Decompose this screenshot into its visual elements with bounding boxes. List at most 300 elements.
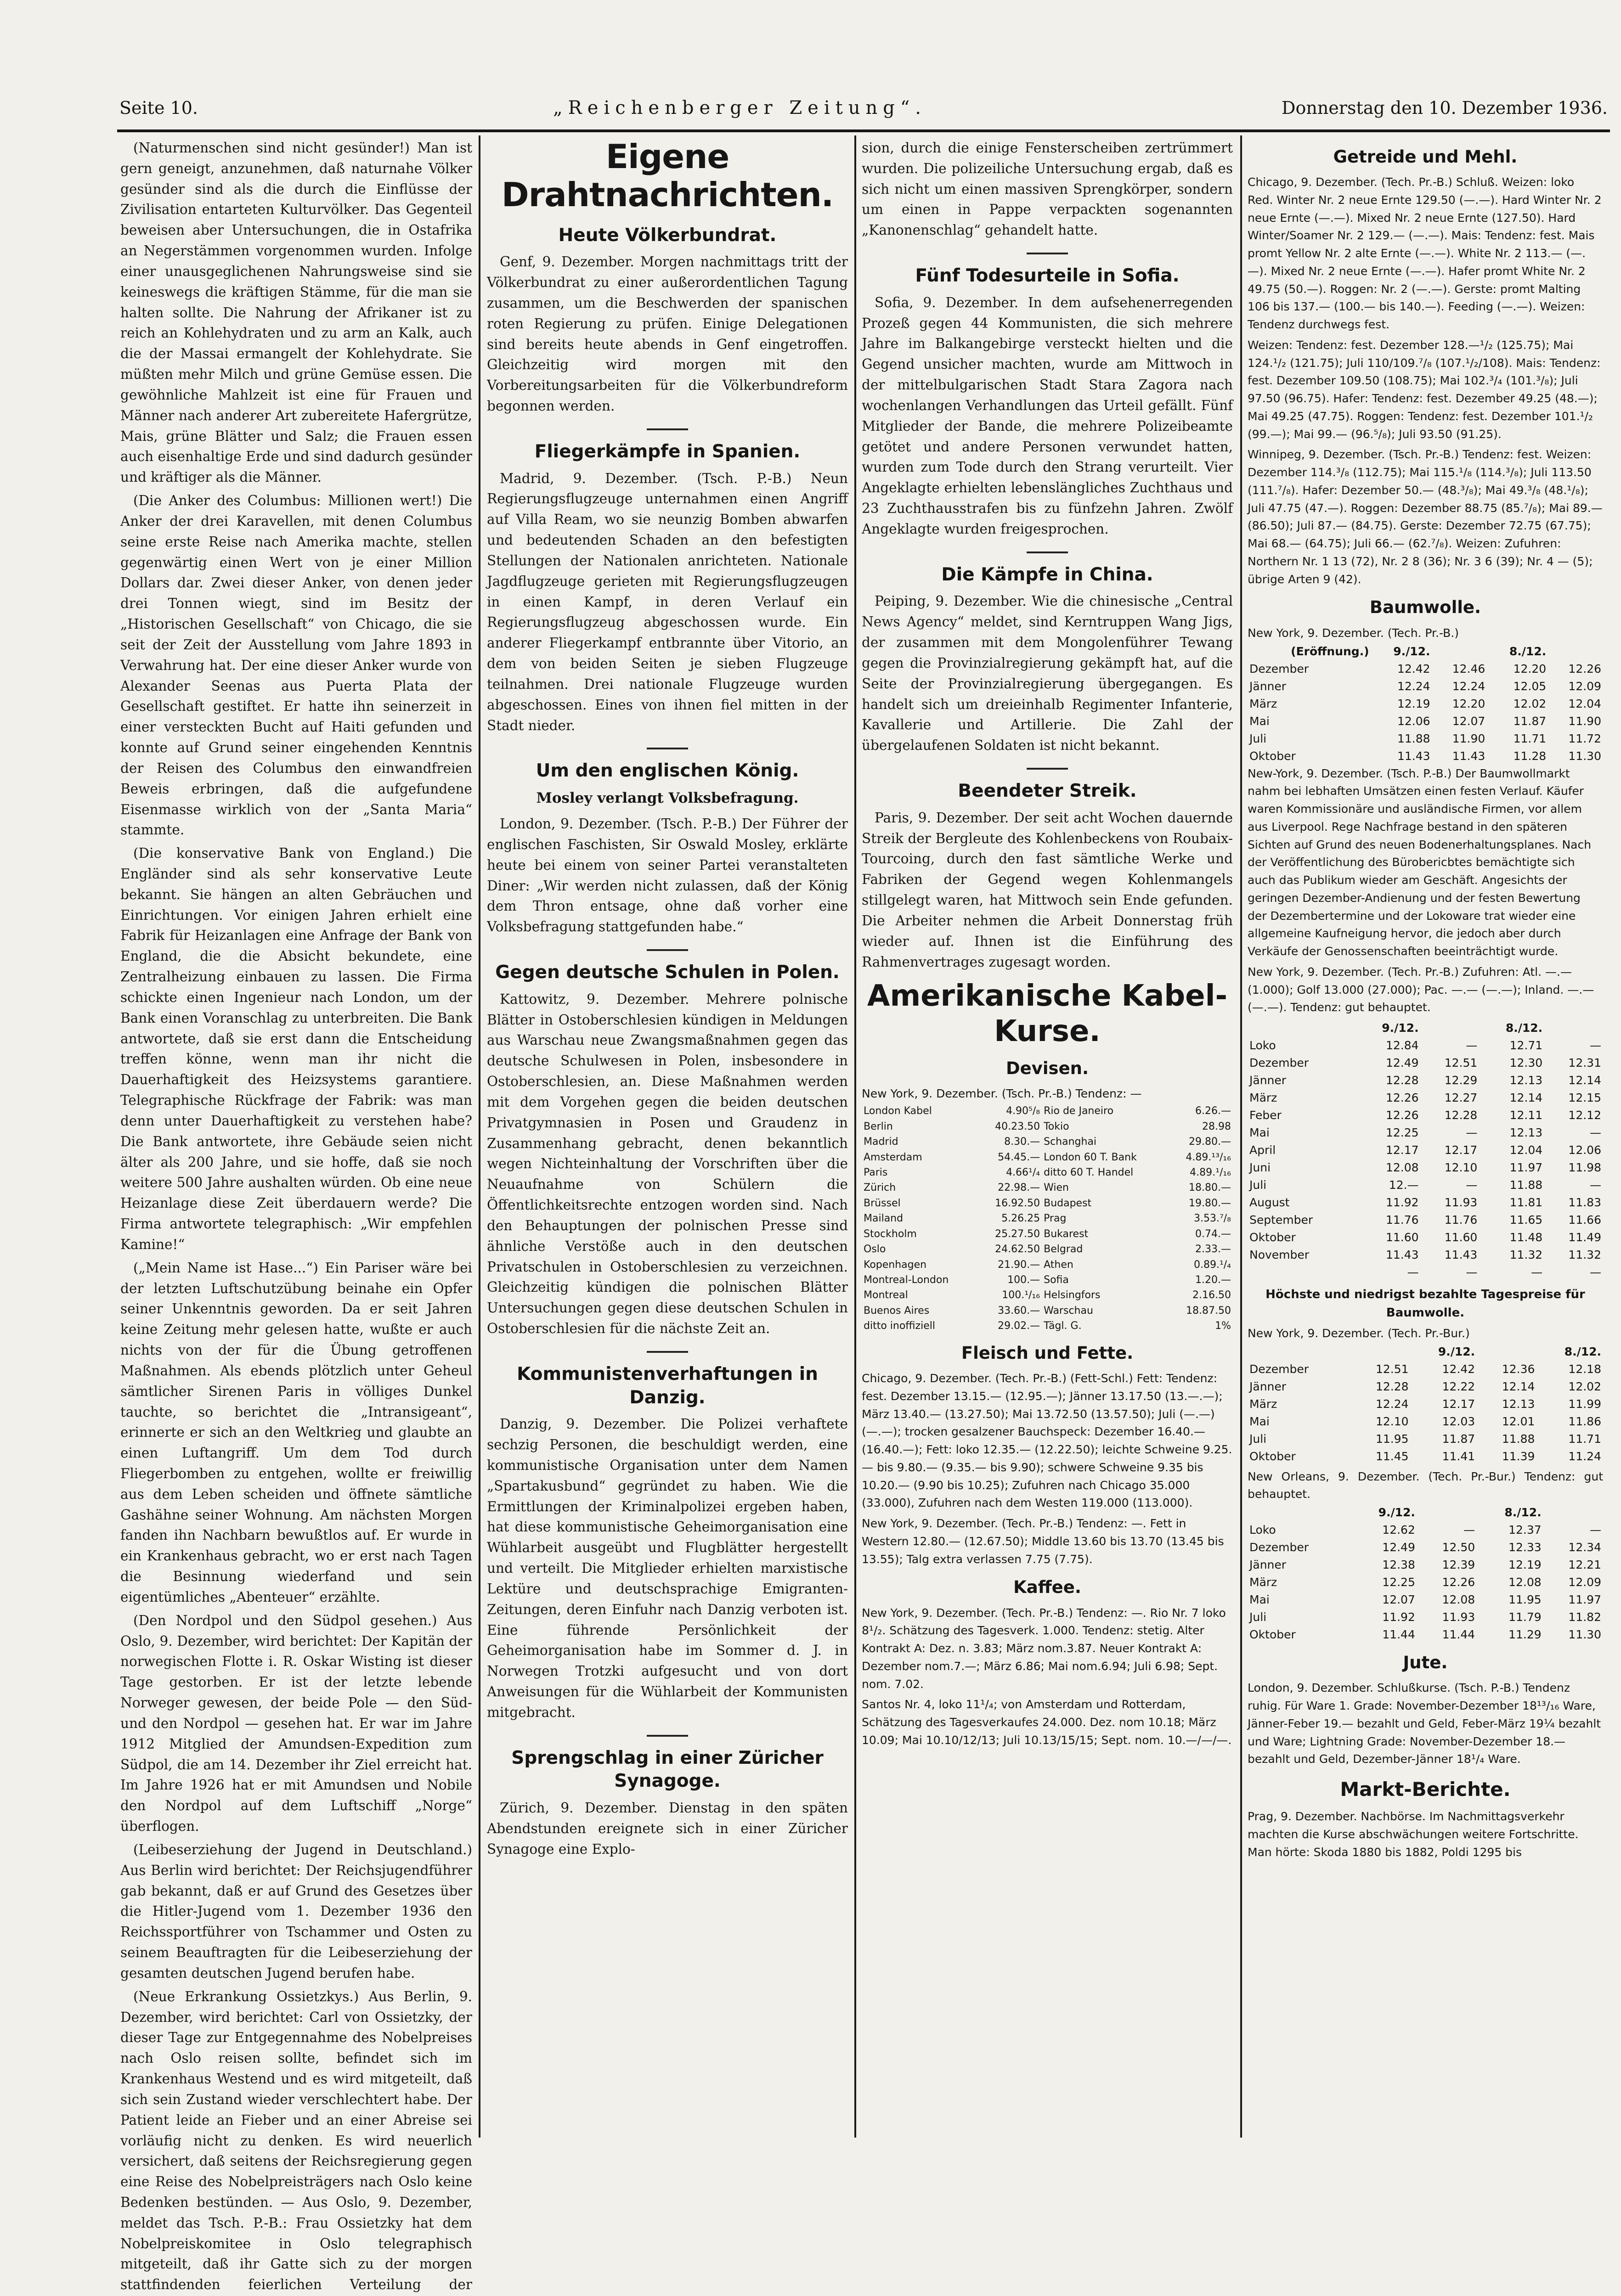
table-row xyxy=(1248,1194,1603,1211)
price-value: 12.05 xyxy=(1513,679,1547,693)
currency-value: 2.33.— xyxy=(1195,1244,1231,1255)
price-value: 11.95 xyxy=(1376,1432,1409,1446)
article-subheadline: Mosley verlangt Volksbefragung. xyxy=(536,790,799,807)
price-value: 12.12 xyxy=(1568,1109,1601,1122)
price-value: 11.76 xyxy=(1385,1213,1419,1227)
price-value: 12.19 xyxy=(1508,1558,1542,1572)
price-value: — xyxy=(1466,1126,1478,1140)
currency-label: Montreal xyxy=(864,1289,908,1301)
currency-value: 8.30.— xyxy=(1004,1136,1040,1148)
section-subheading: Höchste und niedrigst bezahlte Tagespreise für Baumwolle. xyxy=(1265,1288,1585,1320)
column-header: 8./12. xyxy=(1505,1021,1543,1035)
currency-label: Bukarest xyxy=(1044,1228,1089,1240)
price-value: 12.01 xyxy=(1502,1415,1535,1429)
price-value: 11.90 xyxy=(1568,714,1601,728)
price-value: 12.25 xyxy=(1382,1576,1415,1589)
table-row xyxy=(862,1288,1233,1303)
table-row xyxy=(1248,678,1603,695)
column-header: 9./12. xyxy=(1438,1345,1475,1359)
column-header: 9./12. xyxy=(1393,644,1430,658)
price-value: — xyxy=(1466,1039,1478,1052)
news-item: (Den Nordpol und den Südpol gesehen.) Aus Oslo, 9. Dezember, wird berichtet: Der Kapitän der norwegischen Flotte i. R. Oskar Wisting ist dieser Tage gestorben. Er ist der letzte lebende Norweger gewesen, der beide Pole — den Süd- und den Nordpol — gesehen hat. Er war im Jahre 1912 Mitglied der Amundsen-Expedition zum Südpol, die am 14. Dezember ihr Ziel erreicht hat. Im Jahre 1926 hat er mit Amundsen und Nobile den Nordpol auf dem Luftschiff „Norge“ überflogen. xyxy=(120,1612,472,1835)
currency-value: 29.80.— xyxy=(1189,1136,1231,1148)
price-value: 12.51 xyxy=(1444,1056,1478,1070)
price-value: 12.39 xyxy=(1442,1558,1475,1572)
price-value: 11.48 xyxy=(1509,1231,1543,1244)
table-row xyxy=(1248,1037,1603,1054)
price-value: 12.27 xyxy=(1444,1091,1478,1105)
table-row xyxy=(1248,1142,1603,1159)
table-row xyxy=(1248,713,1603,730)
separator xyxy=(647,428,688,430)
news-item: (Neue Erkrankung Ossietzkys.) Aus Berlin, 9. Dezember, wird berichtet: Carl von Ossietzky, der dieser Tage zur Entgegennahme des Nobelpreises nach Oslo reisen sollte, befindet sich im Krankenhaus Westend und es wird mitgeteilt, daß sich sein Zustand wieder verschlechtert habe. Der Patient leide an Fieber und an einer Abreise sei vorläufig nicht zu denken. Es wird neuerlich versichert, daß seitens der Reichsregierung gegen eine Reise des Nobelpreisträgers nach Oslo keine Bedenken bestünden. — Aus Oslo, 9. Dezember, meldet das Tsch. P.-B.: Frau Ossietzky hat dem Nobelpreiskomitee in Oslo telegraphisch mitgeteilt, daß ihr Gatte sich zu der morgen stattfindenden feierlichen Verteilung der xyxy=(120,1988,472,2293)
price-value: 11.32 xyxy=(1568,1248,1601,1262)
market-report xyxy=(1248,765,1603,1017)
market-paragraph: Weizen: Tendenz: fest. Dezember 128.—¹/₂ (125.75); Mai 124.¹/₂ (121.75); Juli 110/109.⁷/₈ (107.¹/₂/108). Mais: Tendenz: fest. Dezember 109.50 (108.75); Mai 102.³/₄ (101.³/₈); Juli 97.50 (96.75). Hafer: Tendenz: fest. Dezember 49.25 (48.—); Mai 49.25 (47.75). Roggen: Tendenz: fest. Dezember 101.¹/₂ (99.—); Mai 99.— (96.⁵/₈); Juli 93.50 (91.25). xyxy=(1248,338,1601,441)
currency-value: 21.90.— xyxy=(998,1259,1040,1271)
currency-label: Madrid xyxy=(864,1136,898,1148)
market-report xyxy=(1248,1808,1603,1861)
price-value: 12.11 xyxy=(1509,1109,1543,1122)
currency-value: 100.— xyxy=(1007,1274,1040,1286)
article-body: London, 9. Dezember. (Tsch. P.-B.) Der Führer der englischen Faschisten, Sir Oswald Mosley, erklärte heute bei einem von seiner Partei veranstalteten Diner: „Wir werden nicht zulassen, daß der König dem Thron entsage, ohne daß vorher eine Volksbefragung stattgefunden habe.“ xyxy=(487,816,848,935)
price-value: 11.79 xyxy=(1508,1610,1542,1624)
currency-value: 4.66¹/₄ xyxy=(1006,1166,1040,1178)
price-value: 12.18 xyxy=(1568,1362,1601,1376)
month-label: Jänner xyxy=(1249,679,1287,693)
price-value: 12.08 xyxy=(1385,1161,1419,1175)
currency-value: 29.02.— xyxy=(998,1320,1040,1332)
article-headline: Die Kämpfe in China. xyxy=(941,564,1153,585)
table-row xyxy=(862,1272,1233,1288)
price-value: 12.14 xyxy=(1568,1074,1601,1087)
price-value: 11.99 xyxy=(1568,1397,1601,1411)
market-paragraph: Prag, 9. Dezember. Nachbörse. Im Nachmittagsverkehr machten die Kurse abschwächungen weitere Fortschritte. Man hörte: Skoda 1880 bis 1882, Poldi 1295 bis xyxy=(1248,1810,1579,1859)
price-value: 11.28 xyxy=(1513,749,1547,763)
month-label: März xyxy=(1249,697,1277,710)
market-report xyxy=(1248,174,1603,588)
article-headline: Fünf Todesurteile in Sofia. xyxy=(915,265,1180,287)
currency-label: Athen xyxy=(1044,1259,1073,1271)
table-row xyxy=(1248,1159,1603,1176)
price-value: 12.03 xyxy=(1442,1415,1475,1429)
column-header: 9./12. xyxy=(1378,1506,1415,1519)
column-header: 8./12. xyxy=(1564,1345,1601,1359)
price-value: 11.43 xyxy=(1444,1248,1478,1262)
currency-value: 4.90⁵/₈ xyxy=(1006,1105,1040,1117)
news-item: (Naturmenschen sind nicht gesünder!) Man ist gern geneigt, anzunehmen, daß naturnahe Völker gesünder sind als die durch die Einflüsse der Zivilisation entarteten Kulturvölker. Das Gegenteil beweisen aber Untersuchungen, die in Ostafrika an Negerstämmen vorgenommen wurden. Infolge einer unausgeglichenen Nahrungsweise sind sie keineswegs die kräftigen Stämme, für die man sie halten sollte. Die Nahrung der Afrikaner ist zu reich an Kohlehydraten und zu arm an Kalk, auch die der Massai ermangelt der Kohlehydrate. Sie müßten mehr Milch und grüne Gemüse essen. Die gewöhnliche Mahlzeit ist eine für Frauen und Männer nach anderer Art zubereitete Hafergrütze, Mais, grüne Blätter und Salz; die Frauen essen auch eisenhaltige Erde und sind dadurch gesünder und kräftiger als die Männer. xyxy=(120,140,472,485)
news-item: (Die konservative Bank von England.) Die Engländer sind als sehr konservative Leute bekannt. Sie hängen an alten Gebräuchen und Einrichtungen. Vor einigen Jahren erhielt eine Fabrik für Heizanlagen eine Anfrage der Bank von England, die die Absicht bekundete, eine Zentralheizung einbauen zu lassen. Die Firma schickte einen Ingenieur nach London, um der Bank einen Voranschlag zu unterbreiten. Die Bank antwortete, daß sie erst dann die Entscheidung treffen könne, wenn man ihr nicht die Dauerhaftigkeit des Heizsystems garantiere. Telegraphische Rückfrage der Fabrik: was man denn unter Dauerhaftigkeit zu verstehen habe? Die Bank antwortete, ihre Gebäude seien nicht älter als 200 Jahre, und sie hoffe, daß sie noch weitere 500 Jahre aushalten würden. Ob eine neue Heizanlage diese Zeit überdauern werde? Die Firma antwortete telegraphisch: „Wir empfehlen Kamine!“ xyxy=(120,845,472,1252)
price-value: 12.15 xyxy=(1568,1091,1601,1105)
section-heading: Baumwolle. xyxy=(1369,597,1481,618)
price-value: 11.97 xyxy=(1568,1593,1601,1607)
currency-label: ditto 60 T. Handel xyxy=(1044,1166,1134,1178)
currency-value: 16.92.50 xyxy=(995,1197,1040,1209)
price-value: 12.46 xyxy=(1452,662,1485,675)
market-intro: New York, 9. Dezember. (Tsch. Pr.-B.) Tendenz: — xyxy=(862,1087,1142,1101)
price-value: 11.49 xyxy=(1568,1231,1601,1244)
issue-date: Donnerstag den 10. Dezember 1936. xyxy=(1282,98,1608,118)
month-label: Mai xyxy=(1249,714,1270,728)
table-row xyxy=(1248,1521,1603,1539)
currency-value: 24.62.50 xyxy=(995,1244,1040,1255)
market-intro: New Orleans, 9. Dezember. (Tech. Pr.-Bur.) Tendenz: gut behauptet. xyxy=(1248,1470,1603,1501)
month-label: März xyxy=(1249,1576,1277,1589)
price-value: 12.28 xyxy=(1376,1380,1409,1394)
section-heading: Jute. xyxy=(1403,1653,1448,1673)
table-row xyxy=(1248,1626,1603,1643)
column-header: 9./12. xyxy=(1382,1021,1419,1035)
price-value: 12.62 xyxy=(1382,1523,1415,1537)
price-value: 11.71 xyxy=(1513,732,1547,745)
price-value: 12.26 xyxy=(1385,1091,1419,1105)
market-paragraph: New York, 9. Dezember. (Tech. Pr.-B.) Tendenz: —. Fett in Western 12.80.— (12.67.50); Middle 13.60 bis 13.70 (13.45 bis 13.55); Talg extra verlassen 7.75 (7.75). xyxy=(862,1517,1224,1566)
month-label: Mai xyxy=(1249,1593,1270,1607)
currency-value: 22.98.— xyxy=(998,1182,1040,1194)
price-value: 11.93 xyxy=(1442,1610,1475,1624)
price-value: 12.14 xyxy=(1509,1091,1543,1105)
column-header xyxy=(1543,1504,1603,1521)
month-label: Dezember xyxy=(1249,662,1309,675)
currency-value: 100.¹/₁₆ xyxy=(1002,1289,1040,1301)
price-value: 12.14 xyxy=(1502,1380,1535,1394)
currency-label: London 60 T. Bank xyxy=(1044,1151,1137,1163)
month-label: Juni xyxy=(1249,1161,1271,1175)
table-row xyxy=(1248,1361,1603,1378)
price-value: 12.42 xyxy=(1442,1362,1475,1376)
table-row xyxy=(1248,695,1603,713)
article-headline: Sprengschlag in einer Züricher Synagoge. xyxy=(511,1747,824,1792)
price-value: — xyxy=(1466,1266,1478,1279)
separator xyxy=(1027,253,1068,254)
table-row xyxy=(1248,1378,1603,1396)
price-value: 12.26 xyxy=(1385,1109,1419,1122)
table-row xyxy=(862,1227,1233,1242)
separator xyxy=(1027,551,1068,553)
price-value: 12.50 xyxy=(1442,1541,1475,1554)
article-headline: Gegen deutsche Schulen in Polen. xyxy=(495,962,840,983)
currency-value: 19.80.— xyxy=(1189,1197,1231,1209)
price-value: — xyxy=(1590,1523,1601,1537)
price-value: 12.24 xyxy=(1452,679,1485,693)
column-header xyxy=(1248,1504,1350,1521)
currency-value: 6.26.— xyxy=(1195,1105,1231,1117)
table-row xyxy=(1248,1396,1603,1413)
market-paragraph: New-York, 9. Dezember. (Tsch. P.-B.) Der Baumwollmarkt nahm bei lebhaften Umsätzen einen festen Verlauf. Käufer waren Kommissionäre und ausländische Firmen, vor allem aus Liverpool. Rege Nachfrage bestand in den späteren Sichten auf Grund des neuen Bodenerhaltungsplanes. Nach der Veröffentlichung des Bürobericbtes bemächtigte sich auch das Publikum wieder am Geschäft. Angesichts der geringen Dezember-Andienung und der festen Bewertung der Dezembertermine und der Lokoware trat wieder eine allgemeine Kaufneigung hervor, die jedoch aber durch Verkäufe der Genossenschaften beeinträchtigt wurde. xyxy=(1248,766,1592,958)
table-row xyxy=(862,1196,1233,1211)
currency-label: Rio de Janeiro xyxy=(1044,1105,1114,1117)
article-continuation: sion, durch die einige Fensterscheiben zertrümmert wurden. Die polizeiliche Untersuchung ergab, daß es sich nicht um einen massiven Sprengkörper, sondern um einen in Pappe verpackten sogenannten „Kanonenschlag“ gehandelt hatte. xyxy=(862,140,1233,238)
currency-label: Sofia xyxy=(1044,1274,1069,1286)
price-value: 11.88 xyxy=(1509,1178,1543,1192)
price-value: 12.33 xyxy=(1508,1541,1542,1554)
table-row xyxy=(1248,1264,1603,1281)
market-report xyxy=(862,1604,1233,1750)
price-value: 12.09 xyxy=(1568,1576,1601,1589)
price-value: 12.28 xyxy=(1385,1074,1419,1087)
price-value: — xyxy=(1590,1178,1601,1192)
table-row xyxy=(1248,1609,1603,1626)
news-item: (Die Anker des Columbus: Millionen wert!) Die Anker der drei Karavellen, mit denen Columbus seine erste Reise nach Amerika machte, stellen gegenwärtig einen Wert von je einer Million Dollars dar. Zwei dieser Anker, von denen jeder drei Tonnen wiegt, sind im Besitz der „Historischen Gesellschaft“ von Chicago, die sie seit der Zeit der Ausstellung vom Jahre 1893 in Verwahrung hat. Der eine dieser Anker wurde von Alexander Seenas aus Puerta Plata der Gesellschaft gestiftet. Er hatte ihn seinerzeit in einer versteckten Bucht auf Haiti gefunden und konnte auf Grund seiner eingehenden Kenntnis der Reisen des Columbus den einwandfreien Beweis erbringen, daß die aufgefundene Eisenmasse wirklich von der „Santa Maria“ stammte. xyxy=(120,493,472,838)
column-header xyxy=(1548,643,1603,660)
price-value: 12.17 xyxy=(1442,1397,1475,1411)
page-header xyxy=(119,92,1608,124)
article-body: Peiping, 9. Dezember. Wie die chinesische „Central News Agency“ meldet, sind Kerntruppen Wang Jigs, der zusammen mit dem Mongolenführer Tewang gegen die Provinzialregierung gekämpft hat, auf die Seite der Provinzialregierung übergegangen. Es handelt sich um dreieinhalb Regimenter Infanterie, Kavallerie und Artillerie. Die Zahl der übergelaufenen Soldaten ist nicht bekannt. xyxy=(862,593,1233,754)
currency-value: 2.16.50 xyxy=(1192,1289,1231,1301)
currency-value: 33.60.— xyxy=(998,1305,1040,1317)
price-value: 12.24 xyxy=(1376,1397,1409,1411)
price-value: 12.17 xyxy=(1385,1143,1419,1157)
currency-value: 18.87.50 xyxy=(1186,1305,1231,1317)
price-value: 11.87 xyxy=(1442,1432,1475,1446)
table-row xyxy=(862,1165,1233,1180)
table-row xyxy=(1248,1539,1603,1556)
table-row xyxy=(1248,660,1603,678)
price-value: 11.92 xyxy=(1385,1196,1419,1210)
table-row xyxy=(1248,1229,1603,1246)
column-2 xyxy=(487,138,848,2158)
market-paragraph: Chicago, 9. Dezember. (Tech. Pr.-B.) Schluß. Weizen: loko Red. Winter Nr. 2 neue Ernte 129.50 (—.—). Hard Winter Nr. 2 neue Ernte (—.—). Mixed Nr. 2 neue Ernte (127.50). Hard Winter/Soamer Nr. 2 129.— (—.—). Mais: Tendenz: fest. Mais promt Yellow Nr. 2 alte Ernte (—.—). White Nr. 2 113.— (—.—). Mixed Nr. 2 neue Ernte (—.—). Hafer promt White Nr. 2 49.75 (50.—). Roggen: Nr. 2 (—.—). Gerste: promt Malting 106 bis 137.— (100.— bis 140.—). Feeding (—.—). Weizen: Tendenz durchwegs fest. xyxy=(1248,175,1602,332)
price-value: 12.49 xyxy=(1382,1541,1415,1554)
column-header xyxy=(1350,1343,1410,1361)
price-value: 12.20 xyxy=(1513,662,1547,675)
cotton-table-neworleans xyxy=(1248,1504,1603,1643)
currency-label: Brüssel xyxy=(864,1197,901,1209)
market-intro: New York, 9. Dezember. (Tech. Pr.-Bur.) xyxy=(1248,1327,1470,1340)
price-value: 12.02 xyxy=(1513,697,1547,710)
price-value: 12.31 xyxy=(1568,1056,1601,1070)
price-value: 12.— xyxy=(1389,1178,1419,1192)
price-value: — xyxy=(1463,1523,1475,1537)
price-value: 11.60 xyxy=(1385,1231,1419,1244)
currency-value: 4.89.¹³/₁₆ xyxy=(1186,1151,1231,1163)
page-number: Seite 10. xyxy=(119,98,198,118)
price-value: — xyxy=(1590,1126,1601,1140)
price-value: 12.38 xyxy=(1382,1558,1415,1572)
price-value: — xyxy=(1590,1039,1601,1052)
table-row xyxy=(1248,1176,1603,1194)
currency-label: Schanghai xyxy=(1044,1136,1097,1148)
article-body: Paris, 9. Dezember. Der seit acht Wochen dauernde Streik der Bergleute des Kohlenbeckens von Roubaix-Tourcoing, durch den fast sämtliche Werke und Fabriken der Gegend wegen Kohlenmangels stillgelegt waren, hat Mittwoch sein Ende gefunden. Die Arbeiter nehmen die Arbeit Donnerstag früh wieder auf. Ihnen ist die Einführung des Rahmenvertrages zugesagt worden. xyxy=(862,810,1233,970)
month-label: Oktober xyxy=(1249,1628,1296,1642)
currency-label: Budapest xyxy=(1044,1197,1092,1209)
table-row xyxy=(1248,1413,1603,1430)
month-label: Feber xyxy=(1249,1109,1282,1122)
price-value: 12.30 xyxy=(1509,1056,1543,1070)
price-value: 12.10 xyxy=(1376,1415,1409,1429)
month-label: Juli xyxy=(1249,1432,1267,1446)
table-row xyxy=(1248,1591,1603,1609)
price-value: 12.06 xyxy=(1568,1143,1601,1157)
currency-label: ditto inoffiziell xyxy=(864,1320,935,1332)
column-header xyxy=(1417,1504,1477,1521)
price-value: 12.29 xyxy=(1444,1074,1478,1087)
market-paragraph: London, 9. Dezember. Schlußkurse. (Tsch. P.-B.) Tendenz ruhig. Für Ware 1. Grade: November-Dezember 18¹³/₁₆ Ware, Jänner-Feber 19.— bezahlt und Geld, Feber-März 19¼ bezahlt und Ware; Lightning Grade: November-Dezember 18.— bezahlt und Geld, Dezember-Jänner 18¹/₄ Ware. xyxy=(1248,1681,1601,1766)
price-value: 11.66 xyxy=(1568,1213,1601,1227)
price-value: 11.81 xyxy=(1509,1196,1543,1210)
currency-label: Zürich xyxy=(864,1182,896,1194)
separator xyxy=(647,748,688,749)
column-header xyxy=(1248,1019,1356,1037)
table-row xyxy=(1248,1054,1603,1072)
price-value: 11.86 xyxy=(1568,1415,1601,1429)
price-value: 12.42 xyxy=(1397,662,1430,675)
month-label: Dezember xyxy=(1249,1362,1309,1376)
column-4 xyxy=(1248,138,1603,2158)
article-body: Sofia, 9. Dezember. In dem aufsehenerregenden Prozeß gegen 44 Kommunisten, die sich mehrere Jahre im Balkangebirge versteckt hielten und die Gegend unsicher machten, wurde am Mittwoch in der mittelbulgarischen Stadt Stara Zagora nach wochenlangen Verhandlungen das Urteil gefällt. Fünf Mitglieder der Bande, die mehrere Polizeibeamte getötet und andere Personen verwundet hatten, wurden zum Tode durch den Strang verurteilt. Vier Angeklagte erhielten lebenslängliches Zuchthaus und 23 Zuchthausstrafen bis zu fünfzehn Jahren. Zwölf Angeklagte wurden freigesprochen. xyxy=(862,294,1233,537)
column-divider xyxy=(1240,135,1242,2138)
month-label xyxy=(1248,1264,1356,1281)
price-value: 12.36 xyxy=(1502,1362,1535,1376)
currency-label: Tokio xyxy=(1044,1120,1069,1132)
price-value: 11.95 xyxy=(1508,1593,1542,1607)
currency-value: 5.26.25 xyxy=(1001,1213,1040,1225)
price-value: 11.45 xyxy=(1376,1450,1409,1463)
price-value: 12.37 xyxy=(1508,1523,1542,1537)
table-row xyxy=(862,1303,1233,1318)
currency-label: Paris xyxy=(864,1166,888,1178)
month-label: Juli xyxy=(1249,1178,1267,1192)
price-value: — xyxy=(1531,1266,1543,1279)
price-value: 12.49 xyxy=(1385,1056,1419,1070)
currency-value: 3.53.⁷/₈ xyxy=(1193,1213,1231,1225)
currency-value: 25.27.50 xyxy=(995,1228,1040,1240)
price-value: 12.04 xyxy=(1568,697,1601,710)
article-headline: Um den englischen König. xyxy=(536,760,799,782)
currency-label: Helsingfors xyxy=(1044,1289,1101,1301)
price-value: 12.10 xyxy=(1444,1161,1478,1175)
market-report xyxy=(1248,1679,1603,1768)
market-intro: New York, 9. Dezember. (Tech. Pr.-B.) xyxy=(1248,626,1459,640)
market-paragraph: New York, 9. Dezember. (Tech. Pr.-B.) Tendenz: —. Rio Nr. 7 loko 8¹/₂. Schätzung des Tagesverk. 1.000. Tendenz: stetig. Alter Kontrakt A: Dez. n. 3.83; März nom.3.87. Neuer Kontrakt A: Dezember nom.7.—; März 6.86; Mai nom.6.94; Juli 6.98; Sept. nom. 7.02. xyxy=(862,1606,1226,1691)
table-row xyxy=(1248,1124,1603,1142)
section-heading: Markt-Berichte. xyxy=(1340,1778,1511,1801)
article-headline: Kommunistenverhaftungen in Danzig. xyxy=(517,1363,818,1408)
month-label: Jänner xyxy=(1249,1380,1287,1394)
month-label: Loko xyxy=(1249,1523,1276,1537)
table-row xyxy=(1248,1246,1603,1264)
newspaper-title: „Reichenberger Zeitung“. xyxy=(553,97,926,118)
table-row xyxy=(862,1242,1233,1257)
table-row xyxy=(862,1180,1233,1195)
price-value: 11.32 xyxy=(1509,1248,1543,1262)
price-value: 12.13 xyxy=(1502,1397,1535,1411)
market-paragraph: New York, 9. Dezember. (Tech. Pr.-B.) Zufuhren: Atl. —.— (1.000); Golf 13.000 (27.000); Pac. —.— (—.—); Inland. —.— (—.—). Tendenz: gut behauptet. xyxy=(1248,965,1594,1014)
price-value: 11.71 xyxy=(1568,1432,1601,1446)
column-header xyxy=(1421,1019,1480,1037)
table-row xyxy=(1248,730,1603,748)
price-value: 12.04 xyxy=(1509,1143,1543,1157)
price-value: 12.84 xyxy=(1385,1039,1419,1052)
separator xyxy=(647,1735,688,1737)
price-value: 12.34 xyxy=(1568,1541,1601,1554)
price-value: 12.02 xyxy=(1568,1380,1601,1394)
price-value: 12.22 xyxy=(1442,1380,1475,1394)
price-value: 12.06 xyxy=(1397,714,1430,728)
table-row xyxy=(1248,748,1603,765)
price-value: 11.43 xyxy=(1397,749,1430,763)
price-value: 12.21 xyxy=(1568,1558,1601,1572)
month-label: November xyxy=(1249,1248,1310,1262)
price-value: 12.19 xyxy=(1397,697,1430,710)
column-header: (Eröffnung.) xyxy=(1291,644,1369,658)
table-row xyxy=(1248,1574,1603,1591)
section-heading: Kaffee. xyxy=(1013,1577,1081,1598)
price-value: 12.20 xyxy=(1452,697,1485,710)
table-row xyxy=(862,1134,1233,1149)
column-header: 8./12. xyxy=(1504,1506,1542,1519)
month-label: April xyxy=(1249,1143,1276,1157)
article-body: Genf, 9. Dezember. Morgen nachmittags tritt der Völkerbundrat zu einer außerordentlichen Tagung zusammen, um die Beschwerden der spanischen roten Regierung zu prüfen. Einige Delegationen sind bereits heute abends in Genf eingetroffen. Gleichzeitig wird morgen mit den Vorbereitungsarbeiten für die Völkerbundreform begonnen werden. xyxy=(487,254,848,414)
table-row xyxy=(862,1257,1233,1272)
currency-value: 1% xyxy=(1215,1320,1231,1332)
currency-label: Warschau xyxy=(1044,1305,1093,1317)
price-value: 11.44 xyxy=(1442,1628,1475,1642)
currency-value: 28.98 xyxy=(1202,1120,1231,1132)
column-header xyxy=(1248,1343,1350,1361)
currency-label: Tägl. G. xyxy=(1044,1320,1082,1332)
cotton-table-opening xyxy=(1248,643,1603,765)
price-value: 11.93 xyxy=(1444,1196,1478,1210)
month-label: Dezember xyxy=(1249,1056,1309,1070)
month-label: Juli xyxy=(1249,1610,1267,1624)
column-3 xyxy=(862,138,1233,2158)
currency-label: Kopenhagen xyxy=(864,1259,927,1271)
price-value: 11.39 xyxy=(1502,1450,1535,1463)
price-value: 12.25 xyxy=(1385,1126,1419,1140)
price-value: 11.60 xyxy=(1444,1231,1478,1244)
price-value: 12.28 xyxy=(1444,1109,1478,1122)
currency-label: Berlin xyxy=(864,1120,893,1132)
article-headline: Heute Völkerbundrat. xyxy=(558,225,777,246)
table-row xyxy=(1248,1107,1603,1124)
market-paragraph: Winnipeg, 9. Dezember. (Tsch. Pr.-B.) Tendenz: fest. Weizen: Dezember 114.³/₈ (112.75); Mai 115.¹/₈ (114.³/₈); Juli 113.50 (111.⁷/₈). Hafer: Dezember 50.— (48.³/₈); Mai 49.³/₈ (48.¹/₈); Juli 47.75 (47.—). Roggen: Dezember 88.75 (85.⁷/₈); Mai 89.— (86.50); Juli 87.— (84.75). Gerste: Dezember 72.75 (67.75); Mai 68.— (64.75); Juli 66.— (62.⁷/₈). Weizen: Zufuhren: Northern Nr. 1 13 (72), Nr. 2 8 (36); Nr. 3 6 (39); Nr. 4 — (5); übrige Arten 9 (42). xyxy=(1248,448,1603,586)
price-value: 11.92 xyxy=(1382,1610,1415,1624)
currency-value: 4.89.¹/₁₆ xyxy=(1190,1166,1231,1178)
cotton-table-newyork xyxy=(1248,1019,1603,1281)
price-value: 12.17 xyxy=(1444,1143,1478,1157)
table-row xyxy=(862,1211,1233,1226)
price-value: — xyxy=(1466,1178,1478,1192)
cotton-table-highlow xyxy=(1248,1343,1603,1465)
currency-label: Stockholm xyxy=(864,1228,917,1240)
column-header xyxy=(1432,643,1487,660)
currency-label: Oslo xyxy=(864,1244,886,1255)
price-value: 11.65 xyxy=(1509,1213,1543,1227)
price-value: 11.76 xyxy=(1444,1213,1478,1227)
article-body: Madrid, 9. Dezember. (Tsch. P.-B.) Neun Regierungsflugzeuge unternahmen einen Angriff auf Villa Ream, wo sie neunzig Bomben abwarfen und bedeutenden Schaden an den befestigten Stellungen der Nationalen anrichteten. Nationale Jagdflugzeuge gerieten mit Regierungsflugzeugen in einen Kampf, in deren Verlauf ein Regierungsflugzeug abgeschossen wurde. Ein anderer Fliegerkampf entbrannte über Vitorio, an dem von beiden Seiten je sieben Flugzeuge teilnahmen. Drei nationale Flugzeuge wurden abgeschossen. Eines von ihnen fiel mitten in der Stadt nieder. xyxy=(487,470,848,733)
month-label: März xyxy=(1249,1091,1277,1105)
market-report xyxy=(862,1370,1233,1568)
currency-label: Prag xyxy=(1044,1213,1067,1225)
article-headline: Beendeter Streik. xyxy=(958,781,1137,802)
month-label: Loko xyxy=(1249,1039,1276,1052)
table-row xyxy=(1248,1089,1603,1107)
price-value: — xyxy=(1590,1266,1601,1279)
month-label: September xyxy=(1249,1213,1313,1227)
market-paragraph: Santos Nr. 4, loko 11¹/₄; von Amsterdam und Rotterdam, Schätzung des Tagesverkaufes 24.000. Dez. nom 10.18; März 10.09; Mai 10.10/12/13; Juli 10.13/15/15; Sept. nom. 10.—/—/—. xyxy=(862,1698,1232,1747)
price-value: 11.88 xyxy=(1502,1432,1535,1446)
price-value: 11.24 xyxy=(1568,1450,1601,1463)
price-value: 12.24 xyxy=(1397,679,1430,693)
price-value: 11.44 xyxy=(1382,1628,1415,1642)
table-row xyxy=(1248,1211,1603,1229)
month-label: Jänner xyxy=(1249,1558,1287,1572)
price-value: 11.98 xyxy=(1568,1161,1601,1175)
column-1 xyxy=(120,138,472,2293)
month-label: März xyxy=(1249,1397,1277,1411)
table-row xyxy=(862,1150,1233,1165)
